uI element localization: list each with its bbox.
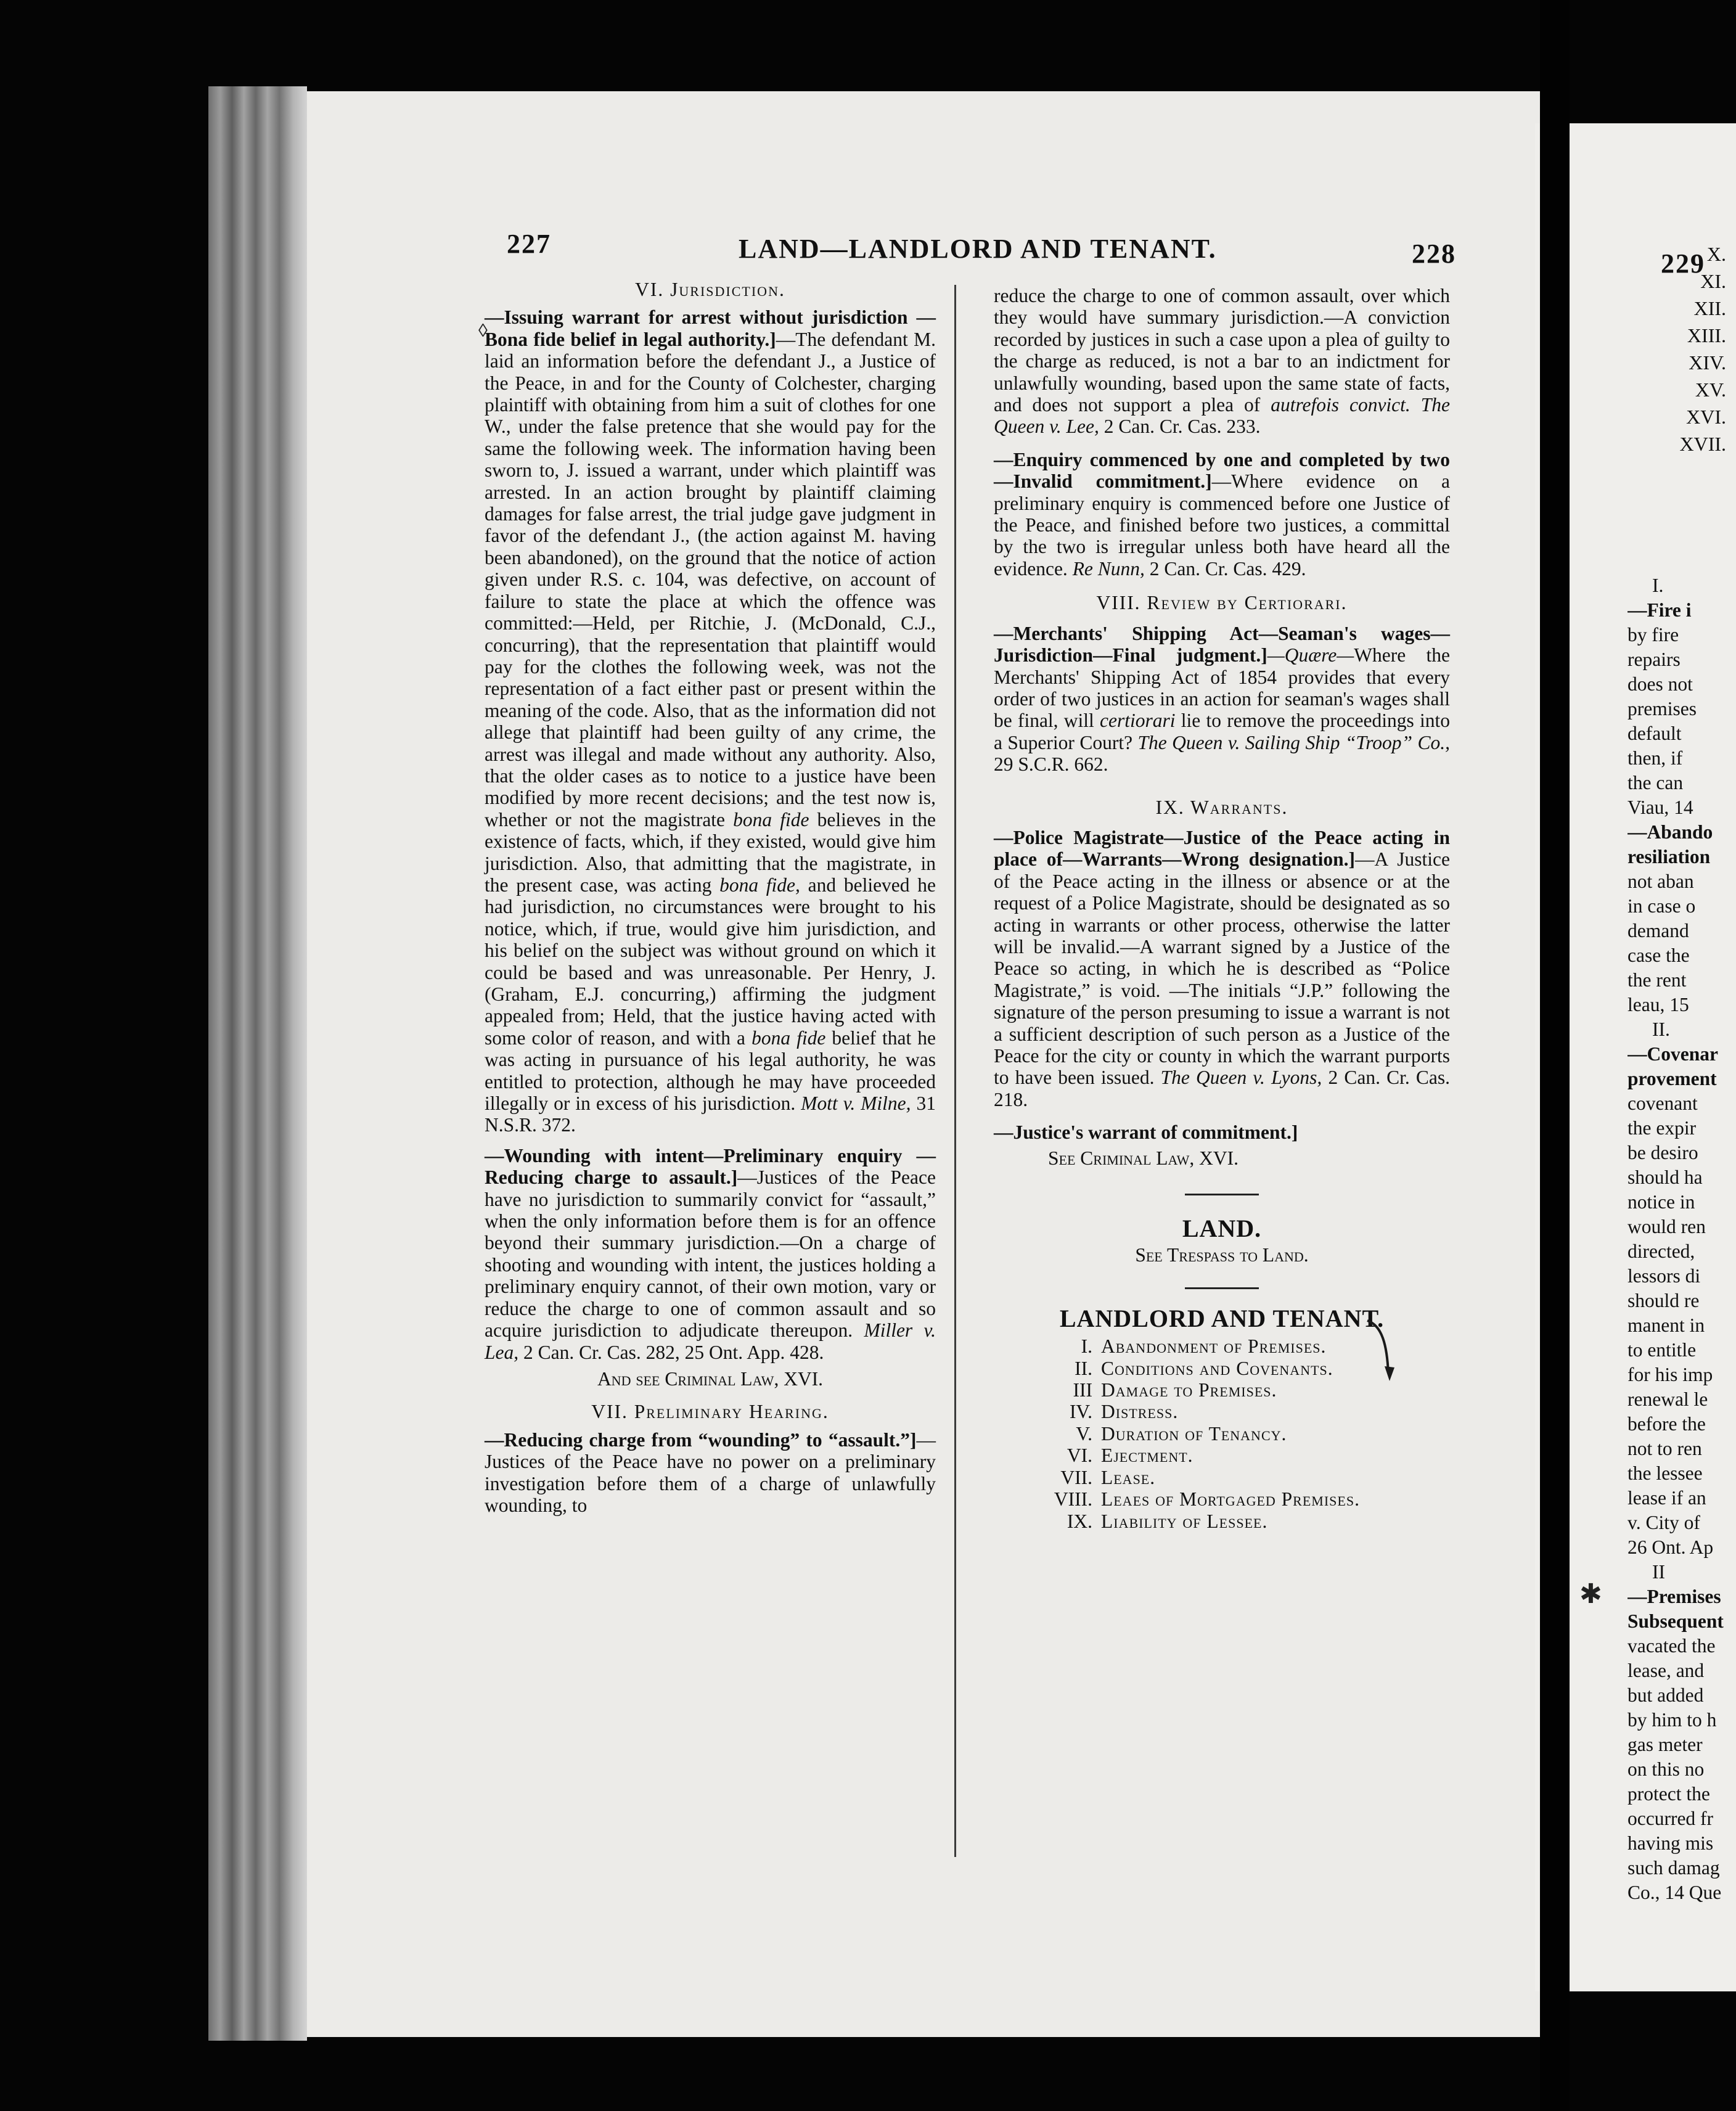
section-heading-preliminary-hearing: VII. Preliminary Hearing. bbox=[591, 1401, 829, 1423]
next-page-line: by fire bbox=[1628, 624, 1679, 646]
section-rule bbox=[1185, 1194, 1259, 1195]
entry-wounding-with-intent: —Wounding with intent—Preliminary enquiry —Reducing charge to assault.]—Justices of the Peace have no jurisdiction to summarily convict for “assault,” when the only information before them is for an offence beyond their summary jurisdiction.—On a charge of shooting and wounding with intent, the justices holding a preliminary enquiry cannot, of their own motion, vary or reduce the charge to one of common assault and so acquire jurisdiction to adjudicate thereupon. Miller v. Lea, 2 Can. Cr. Cas. 282, 25 Ont. App. 428. bbox=[485, 1144, 936, 1363]
next-page-line: not aban bbox=[1628, 871, 1694, 892]
next-page-line: default bbox=[1628, 723, 1682, 744]
next-page-line: II bbox=[1652, 1561, 1665, 1583]
entry-merchants-shipping-act: —Merchants' Shipping Act—Seaman's wages—Jurisdiction—Final judgment.]—Quære—Where the Merchants' Shipping Act of 1854 provides that every order of two justices in an action for seaman's wages shall be final, will certiorari lie to remove the proceedings into a Superior Court? The Queen v. Sailing Ship “Troop” Co., 29 S.C.R. 662. bbox=[994, 622, 1451, 776]
next-page-line: the can bbox=[1628, 772, 1684, 793]
toc-numeral: XV. bbox=[1695, 379, 1726, 401]
entry-headnote: —Reducing charge from “wounding” to “assault.”] bbox=[485, 1429, 917, 1451]
next-page-line: Subsequent bbox=[1628, 1610, 1724, 1632]
next-page-line: II. bbox=[1652, 1019, 1670, 1040]
entry-continued: reduce the charge to one of common assault, over which they would have summary jurisdiction.—A conviction recorded by justices in such a case upon a plea of guilty to the charge as reduced, is not a bar to an indictment for unlawfully wounding, based upon the same state of facts, and does not support a plea of autrefois convict. The Queen v. Lee, 2 Can. Cr. Cas. 233. bbox=[994, 285, 1450, 438]
toc-numeral: X. bbox=[1706, 243, 1726, 265]
next-page-line: renewal le bbox=[1628, 1388, 1708, 1410]
next-page-line: manent in bbox=[1628, 1314, 1705, 1336]
next-page-line: lease if an bbox=[1628, 1487, 1706, 1509]
title-land: LAND. bbox=[1182, 1215, 1262, 1243]
toc-item: III Damage to Premises. bbox=[1073, 1379, 1277, 1401]
running-title: LAND—LANDLORD AND TENANT. bbox=[739, 234, 1217, 264]
entry-police-magistrate: —Police Magistrate—Justice of the Peace acting in place of—Warrants—Wrong designation.]—A Justice of the Peace acting in the illness or absence or at the request of a Police Magistrate, should be designated as so acting in warrants or other process, otherwise the latter will be invalid.—A warrant signed by a Justice of the Peace so acting, in which he is described as “Police Magistrate,” is void. —The initials “J.P.” following the signature of the person presuming to issue a warrant is not a sufficient description of such person as a Justice of the Peace for the city or county in which the warrant purports to have been issued. The Queen v. Lyons, 2 Can. Cr. Cas. 218. bbox=[994, 826, 1451, 1110]
next-page-line: but added bbox=[1628, 1684, 1704, 1706]
margin-mark: ✱ bbox=[1579, 1579, 1602, 1609]
page-gutter bbox=[1540, 0, 1570, 2111]
section-heading-warrants: IX. Warrants. bbox=[1155, 796, 1288, 818]
next-page-line: should ha bbox=[1628, 1166, 1703, 1188]
next-page-line: be desiro bbox=[1628, 1142, 1698, 1163]
toc-numeral: XII. bbox=[1693, 297, 1726, 319]
next-page-line: by him to h bbox=[1628, 1709, 1717, 1731]
cross-reference: See Criminal Law, XVI. bbox=[1048, 1147, 1239, 1169]
case-citation: The Queen v. Lee, bbox=[994, 394, 1450, 438]
next-page-line: —Fire i bbox=[1628, 599, 1692, 621]
next-page-line: —Abando bbox=[1628, 821, 1713, 843]
next-page-line: the lessee bbox=[1628, 1462, 1703, 1484]
entry-issuing-warrant: —Issuing warrant for arrest without jurisdiction —Bona fide belief in legal authority.]—The defendant M. laid an information before the defendant J., a Justice of the Peace, in and for the County of Colchester, charging plaintiff with obtaining from him a suit of clothes for one W., under the false pretence that she would pay for the same the following week. The information having been sworn to, J. issued a warrant, under which plaintiff was arrested. In an action brought by plaintiff claiming damages for false arrest, the trial judge gave judgment in favor of the defendant J., (the action against M. having been abandoned), on the ground that the notice of action given under R.S. c. 104, was defective, on account of failure to state the place at which the offence was committed:—Held, per Ritchie, J. (McDonald, C.J., concurring), that the representation that plaintiff would pay for the clothes the following week, was not the representation of a fact either past or present within the meaning of the code. Also, that as the information did not allege that plaintiff had been guilty of any crime, the arrest was illegal and made without any authority. Also, that the older cases as to notice to a justice have been modified by more recent decisions; and the test now is, whether or not the magistrate bona fide believes in the existence of facts, which, if they existed, would give him jurisdiction. Also, that admitting that the magistrate, in the present case, was acting bona fide, and believed he had jurisdiction, no circumstances were brought to his notice, which, if true, would give him jurisdiction, and his belief on the subject was without ground on which it could be based and was unreasonable. Per Henry, J. (Graham, E.J. concurring,) affirming the judgment appealed from; Held, that the justice having acted with some color of reason, and with a bona fide belief that he was acting in pursuance of his legal authority, he was entitled to protection, although he may have proceeded illegally or in excess of his jurisdiction. Mott v. Milne, 31 N.S.R. 372. bbox=[485, 306, 936, 1136]
next-page-line: not to ren bbox=[1628, 1438, 1702, 1459]
toc-numeral: XVII. bbox=[1679, 433, 1726, 455]
next-page-line: Viau, 14 bbox=[1628, 797, 1693, 818]
next-page-line: lessors di bbox=[1628, 1265, 1701, 1287]
entry-headnote: —Police Magistrate—Justice of the Peace acting in place of—Warrants—Wrong designation.] bbox=[994, 826, 1450, 871]
next-page-line: such damag bbox=[1628, 1857, 1720, 1879]
toc-item: VI. Ejectment. bbox=[1067, 1445, 1194, 1467]
next-page-line: directed, bbox=[1628, 1240, 1695, 1262]
next-page-line: case the bbox=[1628, 945, 1690, 966]
column-divider bbox=[954, 285, 956, 1857]
next-page-line: premises bbox=[1628, 698, 1697, 719]
left-column bbox=[485, 279, 936, 1516]
next-page-line: would ren bbox=[1628, 1216, 1706, 1237]
toc-numeral: XIII. bbox=[1687, 324, 1726, 346]
next-page-line: Co., 14 Que bbox=[1628, 1882, 1722, 1903]
next-page-line: then, if bbox=[1628, 747, 1683, 769]
next-page-line: before the bbox=[1628, 1413, 1706, 1435]
next-page-line: demand bbox=[1628, 920, 1689, 941]
next-page-line: v. City of bbox=[1628, 1512, 1700, 1533]
section-heading-review-by-certiorari: VIII. Review by Certiorari. bbox=[1096, 592, 1348, 614]
margin-mark: ◊ bbox=[478, 321, 488, 341]
next-page-line: having mis bbox=[1628, 1832, 1714, 1854]
title-landlord-and-tenant: LANDLORD AND TENANT. bbox=[1059, 1304, 1385, 1332]
case-citation: The Queen v. Lyons, bbox=[1160, 1067, 1322, 1089]
next-page-line: provement bbox=[1628, 1068, 1717, 1089]
toc-item: VII. Lease. bbox=[1060, 1466, 1156, 1488]
case-citation: Miller v. Lea, bbox=[485, 1319, 936, 1363]
next-page-line: lease, and bbox=[1628, 1660, 1705, 1681]
page-number-next: 229 bbox=[1661, 248, 1705, 279]
entry-justice-warrant: —Justice's warrant of commitment.] bbox=[994, 1121, 1298, 1144]
entry-headnote: —Enquiry commenced by one and completed by two—Invalid commitment.] bbox=[994, 448, 1450, 493]
toc-item: VIII. Leaes of Mortgaged Premises. bbox=[1054, 1488, 1360, 1510]
next-page-line: for his imp bbox=[1628, 1364, 1713, 1385]
page-number-left: 227 bbox=[507, 229, 551, 259]
next-page-line: the rent bbox=[1628, 969, 1687, 991]
next-page-text-fragment bbox=[1628, 573, 1736, 1905]
next-page-line: 26 Ont. Ap bbox=[1628, 1536, 1714, 1558]
next-page-line: repairs bbox=[1628, 649, 1681, 670]
toc-item: IV. Distress. bbox=[1069, 1401, 1179, 1423]
next-page-line: —Covenar bbox=[1628, 1043, 1718, 1065]
next-page-line: covenant bbox=[1628, 1092, 1698, 1114]
next-page-line: —Premises bbox=[1628, 1586, 1721, 1607]
toc-numeral: XVI. bbox=[1686, 406, 1726, 428]
next-page-line: resiliation bbox=[1628, 846, 1711, 867]
case-citation: Mott v. Milne, bbox=[801, 1092, 911, 1115]
pencil-mark bbox=[1364, 1317, 1401, 1385]
toc-item: II. Conditions and Covenants. bbox=[1075, 1357, 1333, 1379]
toc-item: IX. Liability of Lessee. bbox=[1067, 1510, 1268, 1532]
next-page-line: occurred fr bbox=[1628, 1808, 1714, 1829]
next-page-line: does not bbox=[1628, 673, 1693, 695]
next-page-line: the expir bbox=[1628, 1117, 1697, 1139]
next-page-line: leau, 15 bbox=[1628, 994, 1689, 1015]
next-page-line: in case o bbox=[1628, 895, 1696, 917]
toc-item: V. Duration of Tenancy. bbox=[1076, 1422, 1287, 1445]
toc-numeral: XI. bbox=[1700, 270, 1726, 292]
page-number-right: 228 bbox=[1412, 239, 1456, 269]
entry-enquiry-commenced: —Enquiry commenced by one and completed by two—Invalid commitment.]—Where evidence on a preliminary enquiry is commenced before one Justice of the Peace, and finished before two justices, a committal by the two is irregular unless both have heard all the evidence. Re Nunn, 2 Can. Cr. Cas. 429. bbox=[994, 448, 1450, 580]
next-page-toc-numerals bbox=[1628, 240, 1726, 457]
cross-reference-land: See Trespass to Land. bbox=[1135, 1244, 1309, 1266]
section-heading-jurisdiction: VI. Jurisdiction. bbox=[635, 279, 785, 300]
next-page-line: notice in bbox=[1628, 1191, 1695, 1213]
entry-headnote: —Merchants' Shipping Act—Seaman's wages—Jurisdiction—Final judgment.] bbox=[994, 622, 1450, 666]
entry-reducing-charge: —Reducing charge from “wounding” to “assault.”]—Justices of the Peace have no power on a preliminary investigation before them of a charge of unlawfully wounding, to bbox=[485, 1429, 936, 1516]
next-page-line: gas meter bbox=[1628, 1734, 1703, 1755]
case-citation: The Queen v. Sailing Ship “Troop” Co., bbox=[1137, 731, 1450, 753]
entry-headnote: —Wounding with intent—Preliminary enquiry —Reducing charge to assault.] bbox=[485, 1144, 936, 1189]
next-page-line: protect the bbox=[1628, 1783, 1710, 1805]
next-page-line: vacated the bbox=[1628, 1635, 1716, 1657]
next-page-line: I. bbox=[1652, 575, 1664, 596]
next-page-line: to entitle bbox=[1628, 1339, 1697, 1361]
next-page-line: should re bbox=[1628, 1290, 1700, 1311]
next-page-line: on this no bbox=[1628, 1758, 1705, 1780]
toc-numeral: XIV. bbox=[1689, 351, 1726, 374]
entry-headnote: —Issuing warrant for arrest without jurisdiction —Bona fide belief in legal authority.] bbox=[485, 306, 936, 350]
book-spine bbox=[208, 86, 307, 2041]
case-citation: Re Nunn, bbox=[1072, 557, 1145, 580]
cross-reference: And see Criminal Law, XVI. bbox=[597, 1367, 824, 1390]
section-rule bbox=[1185, 1287, 1259, 1289]
toc-item: I. Abandonment of Premises. bbox=[1081, 1335, 1327, 1358]
